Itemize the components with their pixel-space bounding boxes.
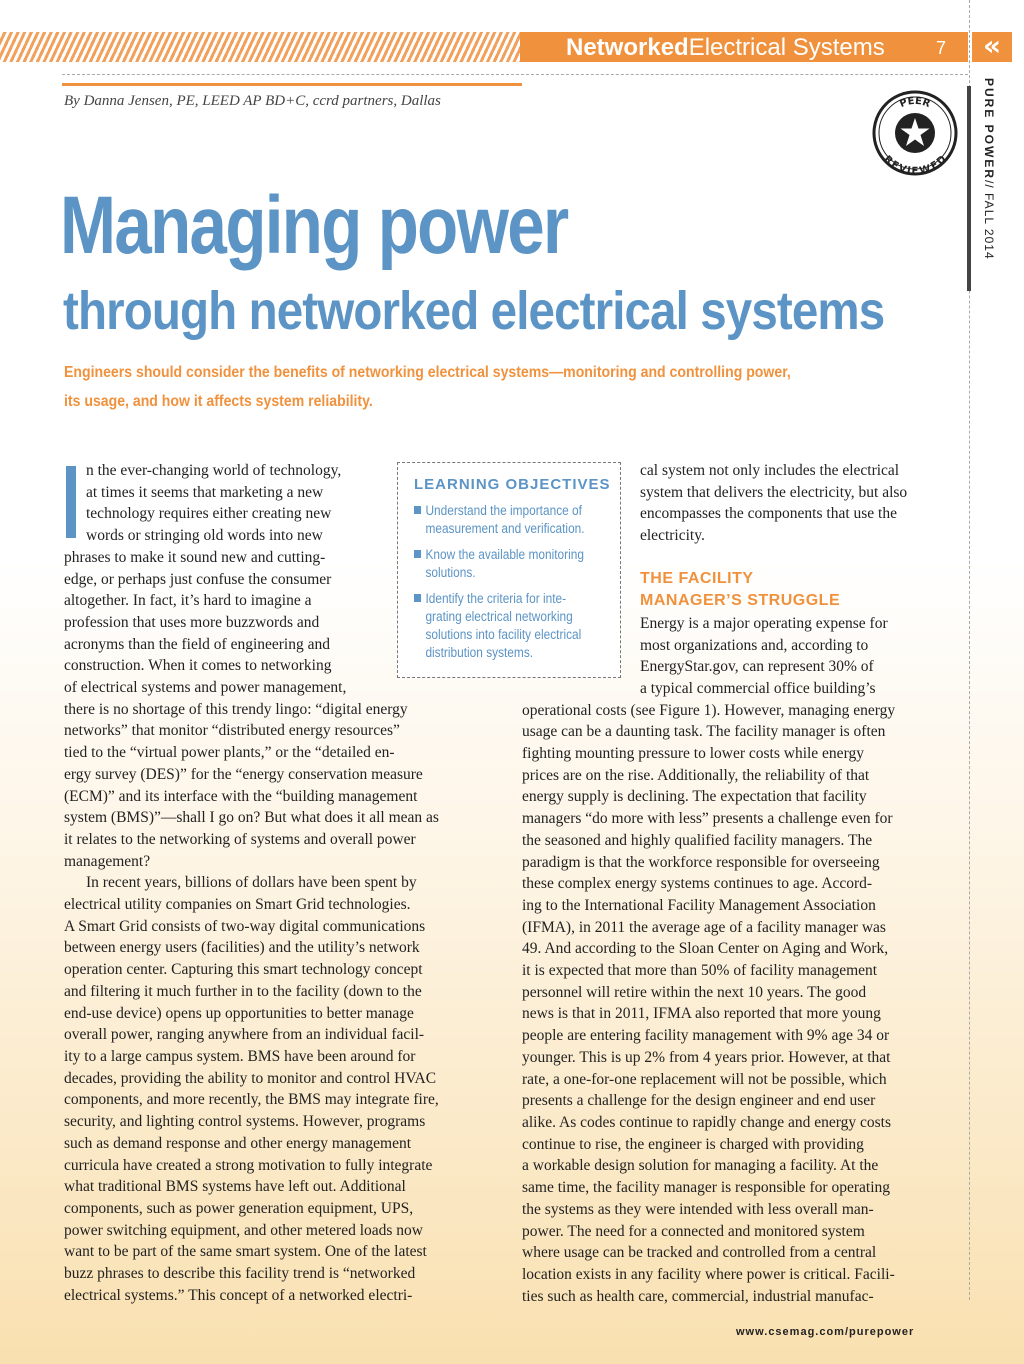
learning-objective-text: solutions.	[425, 565, 476, 580]
body-text-line: between energy users (facilities) and the utility’s network	[64, 939, 420, 957]
page-subtitle: through networked electrical systems	[63, 281, 885, 341]
body-text-line: fighting mounting pressure to lower costs while energy	[522, 745, 864, 763]
body-text-line: operation center. Capturing this smart technology concept	[64, 961, 423, 979]
body-text-line: components, such as power generation equipment, UPS,	[64, 1199, 414, 1217]
learning-objectives-heading: LEARNING OBJECTIVES	[414, 476, 611, 493]
body-text-line: components, and more recently, the BMS may integrate fire,	[64, 1091, 439, 1109]
bullet-square-icon	[414, 506, 421, 514]
body-text-line: (IFMA), in 2011 the average age of a facility manager was	[522, 918, 886, 936]
body-text-line: younger. This is up 2% from 4 years prior. However, at that	[522, 1048, 891, 1066]
body-text-line: ties such as health care, commercial, industrial manufac-	[522, 1287, 874, 1305]
body-text-line: electrical systems.” This concept of a networked electri-	[64, 1286, 413, 1304]
learning-objective-text: measurement and verification.	[425, 521, 585, 536]
body-text-line: usage can be a daunting task. The facility manager is often	[522, 723, 886, 741]
body-text-line: these complex energy systems continues to age. Accord-	[522, 875, 873, 893]
body-text-line: EnergyStar.gov, can represent 30% of	[640, 658, 874, 676]
body-text-line: same time, the facility manager is responsible for operating	[522, 1179, 891, 1197]
body-text-line: management?	[64, 852, 151, 870]
body-text-line: paradigm is that the workforce responsible for overseeing	[522, 853, 880, 871]
body-text-line: energy supply is declining. The expectation that facility	[522, 788, 867, 806]
body-text-line: want to be part of the same smart system. One of the latest	[64, 1243, 427, 1261]
body-text-line: profession that uses more buzzwords and	[64, 613, 320, 631]
body-text-line: continue to rise, the engineer is charged with providing	[522, 1135, 864, 1153]
body-text-line: cal system not only includes the electrical	[640, 462, 900, 479]
body-text-line: news is that in 2011, IFMA also reported that more young	[522, 1005, 881, 1023]
body-text-line: such as demand response and other energy management	[64, 1134, 412, 1152]
body-text-line: power. The need for a connected and monitored system	[522, 1222, 865, 1240]
body-text-line: phrases to make it sound new and cutting-	[64, 548, 326, 566]
learning-objective-text: distribution systems.	[425, 645, 534, 660]
body-text-line: construction. When it comes to networking	[64, 657, 332, 675]
footer-url-link[interactable]: www.csemag.com/purepower	[736, 1326, 915, 1338]
body-text-line: personnel will retire within the next 10 years. The good	[522, 983, 867, 1001]
body-text-line: A Smart Grid consists of two-way digital communications	[64, 917, 426, 935]
subhead-line: MANAGER’S STRUGGLE	[640, 592, 841, 609]
body-text-line: operational costs (see Figure 1). However, managing energy	[522, 701, 896, 719]
page-number: 7	[936, 38, 947, 58]
body-text-line: overall power, ranging anywhere from an individual facil-	[64, 1026, 425, 1044]
star-seal-icon	[872, 90, 958, 176]
body-text-line: edge, or perhaps just confuse the consumer	[64, 570, 332, 588]
body-text-line: rate, a one-for-one replacement will not be possible, which	[522, 1070, 887, 1088]
section-title	[566, 34, 885, 62]
seal-top-text: PEER	[898, 95, 932, 111]
body-text-line: and filtering it much further in to the facility (down to the	[64, 982, 422, 1000]
body-text-line: of electrical systems and power management,	[64, 679, 347, 697]
body-text-line: it is expected that more than 50% of facility management	[522, 962, 878, 980]
bullet-square-icon	[414, 550, 421, 558]
body-text-line: In recent years, billions of dollars have been spent by	[86, 874, 417, 892]
deck-line: Engineers should consider the benefits of networking electrical systems—monitoring and controlling power,	[64, 364, 791, 381]
learning-objective-text: Know the available monitoring	[425, 547, 584, 562]
side-publication-label	[976, 78, 996, 288]
learning-objective-text: Understand the importance of	[425, 503, 582, 518]
chevron-left-icon[interactable]: «	[972, 32, 1012, 62]
body-text-line: ergy survey (DES)” for the “energy conservation measure	[64, 765, 423, 783]
header-divider	[62, 74, 968, 75]
body-text-line: n the ever-changing world of technology,	[86, 462, 342, 479]
body-text-line: networks” that monitor “distributed energy resources”	[64, 722, 400, 740]
subhead-line: THE FACILITY	[640, 570, 754, 587]
body-text-line: ity to a large campus system. BMS have been around for	[64, 1047, 416, 1065]
body-text-line: system (BMS)”—shall I go on? But what does it all mean as	[64, 809, 439, 827]
body-text-line: a workable design solution for managing a facility. At the	[522, 1157, 879, 1175]
byline-rule	[62, 83, 522, 86]
body-text-line: altogether. In fact, it’s hard to imagine a	[64, 592, 312, 610]
body-text-line: managers “do more with less” presents a challenge even for	[522, 810, 893, 828]
issue-label: // FALL 2014	[982, 180, 996, 260]
learning-objective-text: Identify the criteria for inte-	[425, 591, 567, 606]
body-text-line: acronyms than the field of engineering and	[64, 635, 330, 653]
side-label-bar	[967, 86, 971, 291]
page-title: Managing power	[60, 180, 568, 271]
body-text-line: Energy is a major operating expense for	[640, 614, 888, 632]
body-text-line: tied to the “virtual power plants,” or the “detailed en-	[64, 744, 395, 762]
byline: By Danna Jensen, PE, LEED AP BD+C, ccrd partners, Dallas	[64, 93, 441, 109]
body-text-line: where usage can be tracked and controlled from a central	[522, 1244, 877, 1262]
body-text-line: buzz phrases to describe this facility trend is “networked	[64, 1265, 416, 1283]
body-text-line: what traditional BMS systems have left out. Additional	[64, 1178, 406, 1196]
section-title-bold: Networked	[566, 34, 689, 61]
body-text-line: encompasses the components that use the	[640, 505, 897, 523]
body-text-line: people are entering facility management with 9% age 34 or	[522, 1027, 890, 1045]
body-text-line: electrical utility companies on Smart Grid technologies.	[64, 896, 411, 914]
body-text-line: at times it seems that marketing a new	[86, 483, 324, 501]
body-text-line: technology requires either creating new	[86, 505, 332, 523]
body-text-line: decades, providing the ability to monitor and control HVAC	[64, 1069, 437, 1087]
bullet-square-icon	[414, 594, 421, 602]
body-text-line: system that delivers the electricity, but also	[640, 483, 908, 501]
body-text-line: most organizations and, according to	[640, 636, 869, 654]
body-text-line: the seasoned and highly qualified facility managers. The	[522, 831, 873, 849]
body-text-line: words or stringing old words into new	[86, 527, 323, 545]
body-text-line: (ECM)” and its interface with the “building management	[64, 787, 418, 805]
body-text-line: electricity.	[640, 527, 705, 545]
publication-name: PURE POWER	[982, 78, 996, 181]
learning-objective-text: grating electrical networking	[425, 609, 573, 624]
body-text-line: security, and lighting control systems. However, programs	[64, 1113, 426, 1131]
body-text-line: curricula have created a strong motivation to fully integrate	[64, 1156, 433, 1174]
seal-bottom-text: REVIEWED	[881, 153, 949, 176]
article-deck	[64, 358, 856, 416]
body-text-line: 49. And according to the Sloan Center on Aging and Work,	[522, 940, 889, 958]
body-text-line: location exists in any facility where power is critical. Facili-	[522, 1265, 895, 1283]
body-text-line: there is no shortage of this trendy lingo: “digital energy	[64, 700, 408, 718]
facility-manager-subhead	[640, 568, 840, 612]
body-text-line: end-use device) opens up opportunities to better manage	[64, 1004, 414, 1022]
body-text-line: presents a challenge for the design engineer and end user	[522, 1092, 876, 1110]
body-text-line: a typical commercial office building’s	[640, 679, 876, 697]
deck-line: its usage, and how it affects system reliability.	[64, 393, 373, 410]
section-title-rest: Electrical Systems	[688, 34, 885, 61]
learning-objective-text: solutions into facility electrical	[425, 627, 582, 642]
body-text-line: alike. As codes continue to rapidly change and energy costs	[522, 1113, 892, 1131]
body-text-line: power switching equipment, and other metered loads now	[64, 1221, 423, 1239]
body-text-line: the systems as they were intended with less overall man-	[522, 1200, 874, 1218]
body-text-line: prices are on the rise. Additionally, the reliability of that	[522, 766, 870, 784]
body-text-line: it relates to the networking of systems and overall power	[64, 830, 416, 848]
body-text-line: ing to the International Facility Management Association	[522, 896, 876, 914]
